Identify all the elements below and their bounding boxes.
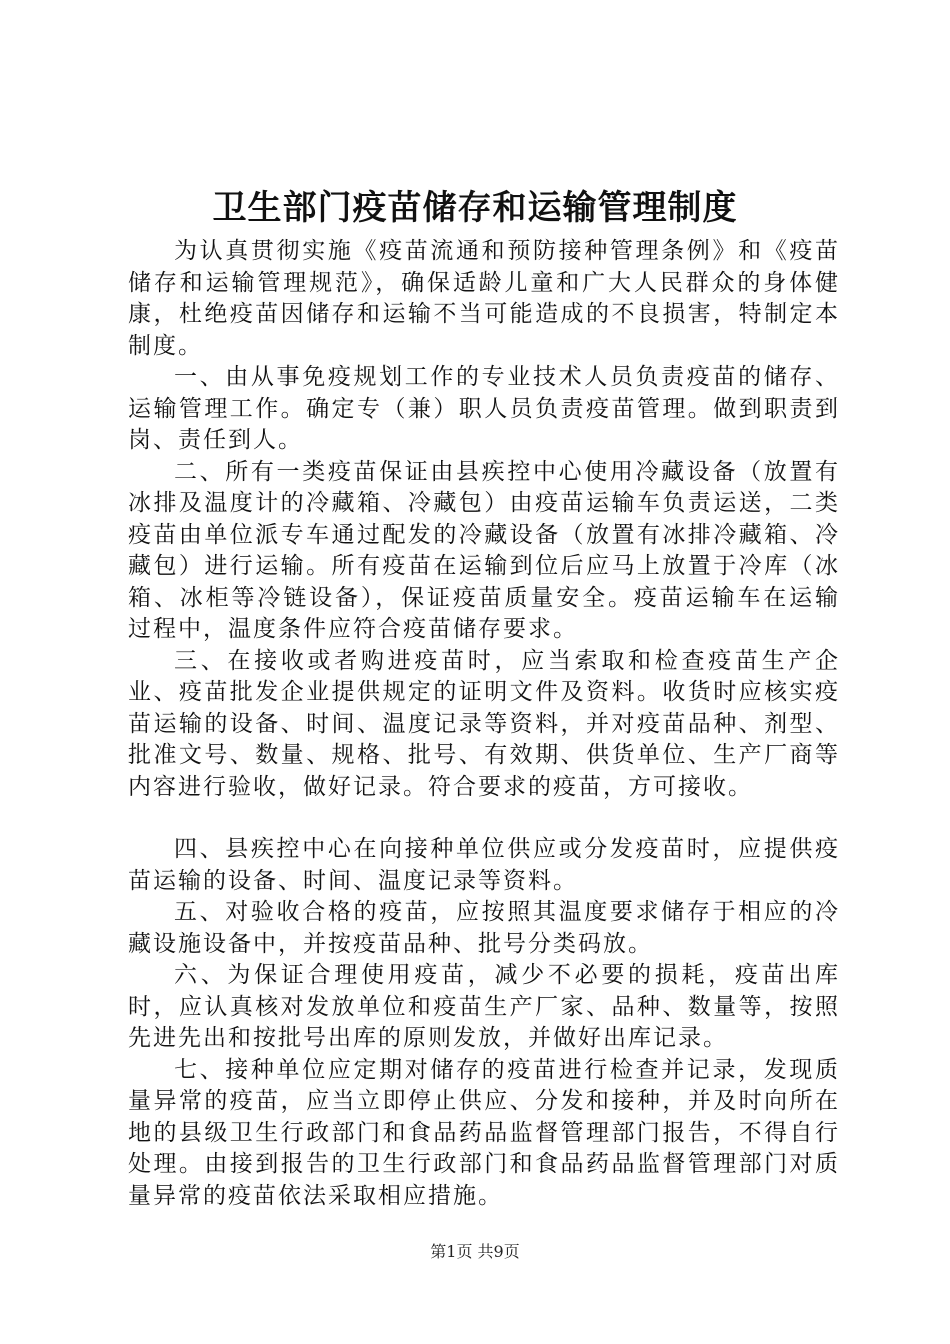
paragraph-item-6: 六、为保证合理使用疫苗，减少不必要的损耗，疫苗出库时，应认真核对发放单位和疫苗生产厂家、品种、数量等，按照先进先出和按批号出库的原则发放，并做好出库记录。 [128,962,840,1051]
paragraph-item-2: 二、所有一类疫苗保证由县疾控中心使用冷藏设备（放置有冰排及温度计的冷藏箱、冷藏包）由疫苗运输车负责运送，二类疫苗由单位派专车通过配发的冷藏设备（放置有冰排冷藏箱、冷藏包）进行运输。所有疫苗在运输到位后应马上放置于冷库（冰箱、冰柜等冷链设备），保证疫苗质量安全。疫苗运输车在运输过程中，温度条件应符合疫苗储存要求。 [128,458,840,642]
paragraph-item-7: 七、接种单位应定期对储存的疫苗进行检查并记录，发现质量异常的疫苗，应当立即停止供应、分发和接种，并及时向所在地的县级卫生行政部门和食品药品监督管理部门报告，不得自行处理。由接到报告的卫生行政部门和食品药品监督管理部门对质量异常的疫苗依法采取相应措施。 [128,1056,840,1209]
paragraph-item-5: 五、对验收合格的疫苗，应按照其温度要求储存于相应的冷藏设施设备中，并按疫苗品种、批号分类码放。 [128,899,840,957]
page-number-footer: 第1页 共9页 [430,1242,520,1261]
document-body [128,236,840,1212]
paragraph-item-4: 四、县疾控中心在向接种单位供应或分发疫苗时，应提供疫苗运输的设备、时间、温度记录等资料。 [128,836,840,894]
paragraph-item-1: 一、由从事免疫规划工作的专业技术人员负责疫苗的储存、运输管理工作。确定专（兼）职人员负责疫苗管理。做到职责到岗、责任到人。 [128,364,840,453]
document-title: 卫生部门疫苗储存和运输管理制度 [212,188,738,228]
paragraph-intro: 为认真贯彻实施《疫苗流通和预防接种管理条例》和《疫苗储存和运输管理规范》，确保适龄儿童和广大人民群众的身体健康，杜绝疫苗因储存和运输不当可能造成的不良损害，特制定本制度。 [128,238,840,359]
paragraph-item-3: 三、在接收或者购进疫苗时，应当索取和检查疫苗生产企业、疫苗批发企业提供规定的证明文件及资料。收货时应核实疫苗运输的设备、时间、温度记录等资料，并对疫苗品种、剂型、批准文号、数量、规格、批号、有效期、供货单位、生产厂商等内容进行验收，做好记录。符合要求的疫苗，方可接收。 [128,647,840,800]
